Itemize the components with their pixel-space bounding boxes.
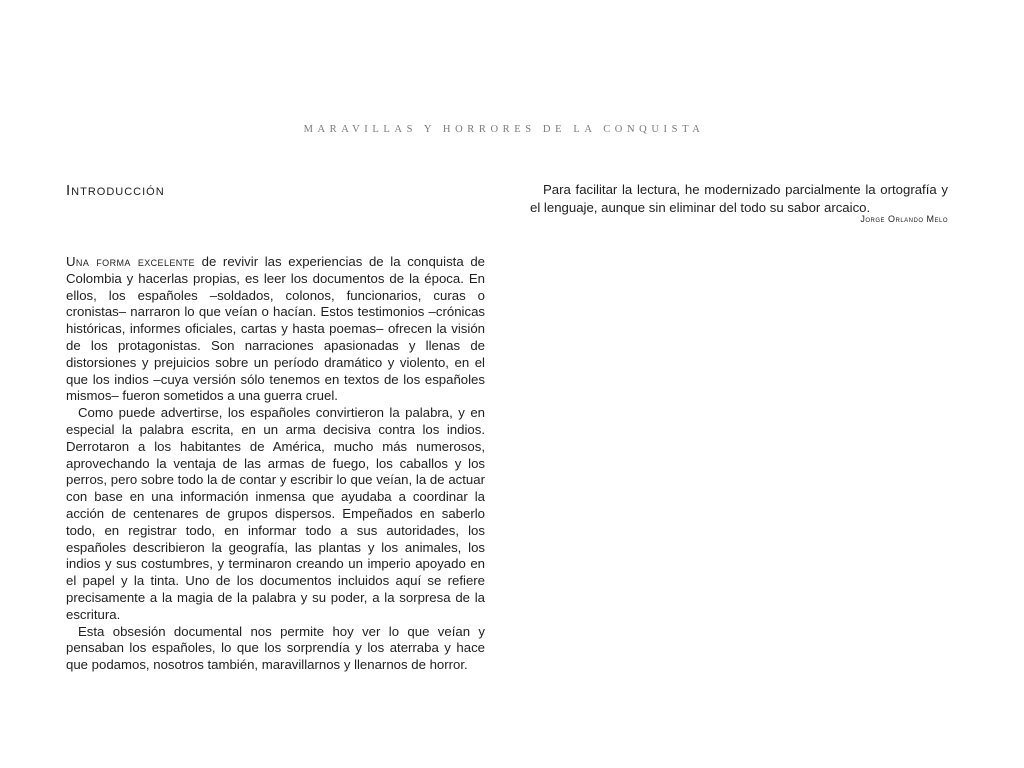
section-title: Introducción	[66, 182, 165, 199]
right-column	[530, 181, 948, 216]
paragraph-1-lead: Una forma excelente	[66, 254, 195, 269]
note-paragraph: Para facilitar la lectura, he modernizado parcialmente la ortografía y el lenguaje, aunque sin eliminar del todo su sabor arcaico.	[530, 182, 948, 215]
running-head: MARAVILLAS Y HORRORES DE LA CONQUISTA	[303, 124, 705, 135]
paragraph-1	[66, 254, 485, 405]
left-column	[66, 254, 485, 674]
paragraph-3: Esta obsesión documental nos permite hoy ver lo que veían y pensaban los españoles, lo que los sorprendía y los aterraba y hace que podamos, nosotros también, maravillarnos y llenarnos de horror.	[66, 623, 485, 673]
paragraph-2: Como puede advertirse, los españoles convirtieron la palabra, y en especial la palabra escrita, en un arma decisiva contra los indios. Derrotaron a los habitantes de América, mucho más numerosos, aprovechando la ventaja de las armas de fuego, los caballos y los perros, pero sobre todo la de contar y escribir lo que veían, la de actuar con base en una información inmensa que ayudaba a coordinar la acción de centenares de grupos dispersos. Empeñados en saberlo todo, en registrar todo, en informar todo a sus autoridades, los españoles describieron la geografía, las plantas y los animales, los indios y sus costumbres, y terminaron creando un imperio apoyado en el papel y la tinta. Uno de los documentos incluidos aquí se refiere precisamente a la magia de la palabra y su poder, a la sorpresa de la escritura.	[66, 405, 485, 622]
author-signature: Jorge Orlando Melo	[860, 214, 948, 224]
paragraph-1-body: de revivir las experiencias de la conquista de Colombia y hacerlas propias, es leer los documentos de la época. En ellos, los españoles –soldados, colonos, funcionarios, curas o cronistas– narraron lo que veían o hacían. Estos testimonios –crónicas históricas, informes oficiales, cartas y hasta poemas– ofrecen la visión de los protagonistas. Son narraciones apasionadas y llenas de distorsiones y prejuicios sobre un período dramático y violento, en el que los indios –cuya versión sólo tenemos en textos de los españoles mismos– fueron sometidos a una guerra cruel.	[66, 254, 485, 404]
